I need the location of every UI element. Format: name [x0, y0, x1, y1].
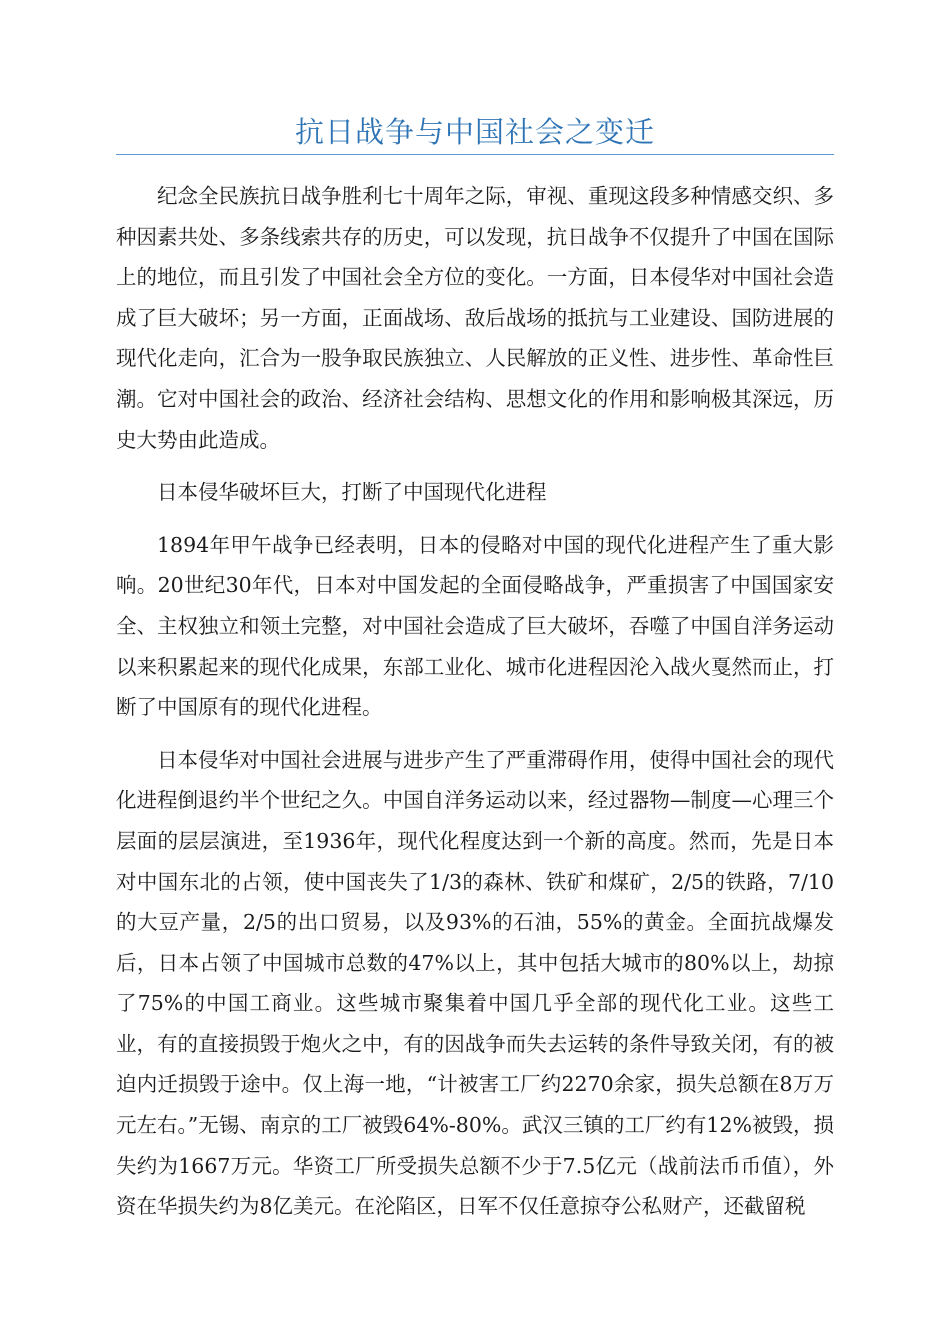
title-underline	[116, 154, 834, 155]
paragraph-1894: 1894年甲午战争已经表明，日本的侵略对中国的现代化进程产生了重大影响。20世纪30年代，日本对中国发起的全面侵略战争，严重损害了中国国家安全、主权独立和领土完整，对中国社会造成了巨大破坏，吞噬了中国自洋务运动以来积累起来的现代化成果，东部工业化、城市化进程因沦入战火戛然而止，打断了中国原有的现代化进程。	[116, 532, 834, 720]
paragraph-intro: 纪念全民族抗日战争胜利七十周年之际，审视、重现这段多种情感交织、多种因素共处、多条线索共存的历史，可以发现，抗日战争不仅提升了中国在国际上的地位，而且引发了中国社会全方位的变化。一方面，日本侵华对中国社会造成了巨大破坏；另一方面，正面战场、敌后战场的抵抗与工业建设、国防进展的现代化走向，汇合为一股争取民族独立、人民解放的正义性、进步性、革命性巨潮。它对中国社会的政治、经济社会结构、思想文化的作用和影响极其深远，历史大势由此造成。	[116, 184, 834, 452]
section-heading: 日本侵华破坏巨大，打断了中国现代化进程	[157, 480, 547, 505]
document-title: 抗日战争与中国社会之变迁	[294, 115, 655, 149]
paragraph-impact: 日本侵华对中国社会进展与进步产生了严重滞碍作用，使得中国社会的现代化进程倒退约半个世纪之久。中国自洋务运动以来，经过器物—制度—心理三个层面的层层演进，至1936年，现代化程度达到一个新的高度。然而，先是日本对中国东北的占领，使中国丧失了1/3的森林、铁矿和煤矿，2/5的铁路，7/10的大豆产量，2/5的出口贸易，以及93%的石油，55%的黄金。全面抗战爆发后，日本占领了中国城市总数的47%以上，其中包括大城市的80%以上，劫掠了75%的中国工商业。这些城市聚集着中国几乎全部的现代化工业。这些工业，有的直接损毁于炮火之中，有的因战争而失去运转的条件导致关闭，有的被迫内迁损毁于途中。仅上海一地，“计被害工厂约2270余家，损失总额在8万万元左右。”无锡、南京的工厂被毁64%-80%。武汉三镇的工厂约有12%被毁，损失约为1667万元。华资工厂所受损失总额不少于7.5亿元（战前法币币值），外资在华损失约为8亿美元。在沦陷区，日军不仅任意掠夺公私财产，还截留税	[116, 747, 834, 1219]
document-body	[116, 176, 834, 1239]
